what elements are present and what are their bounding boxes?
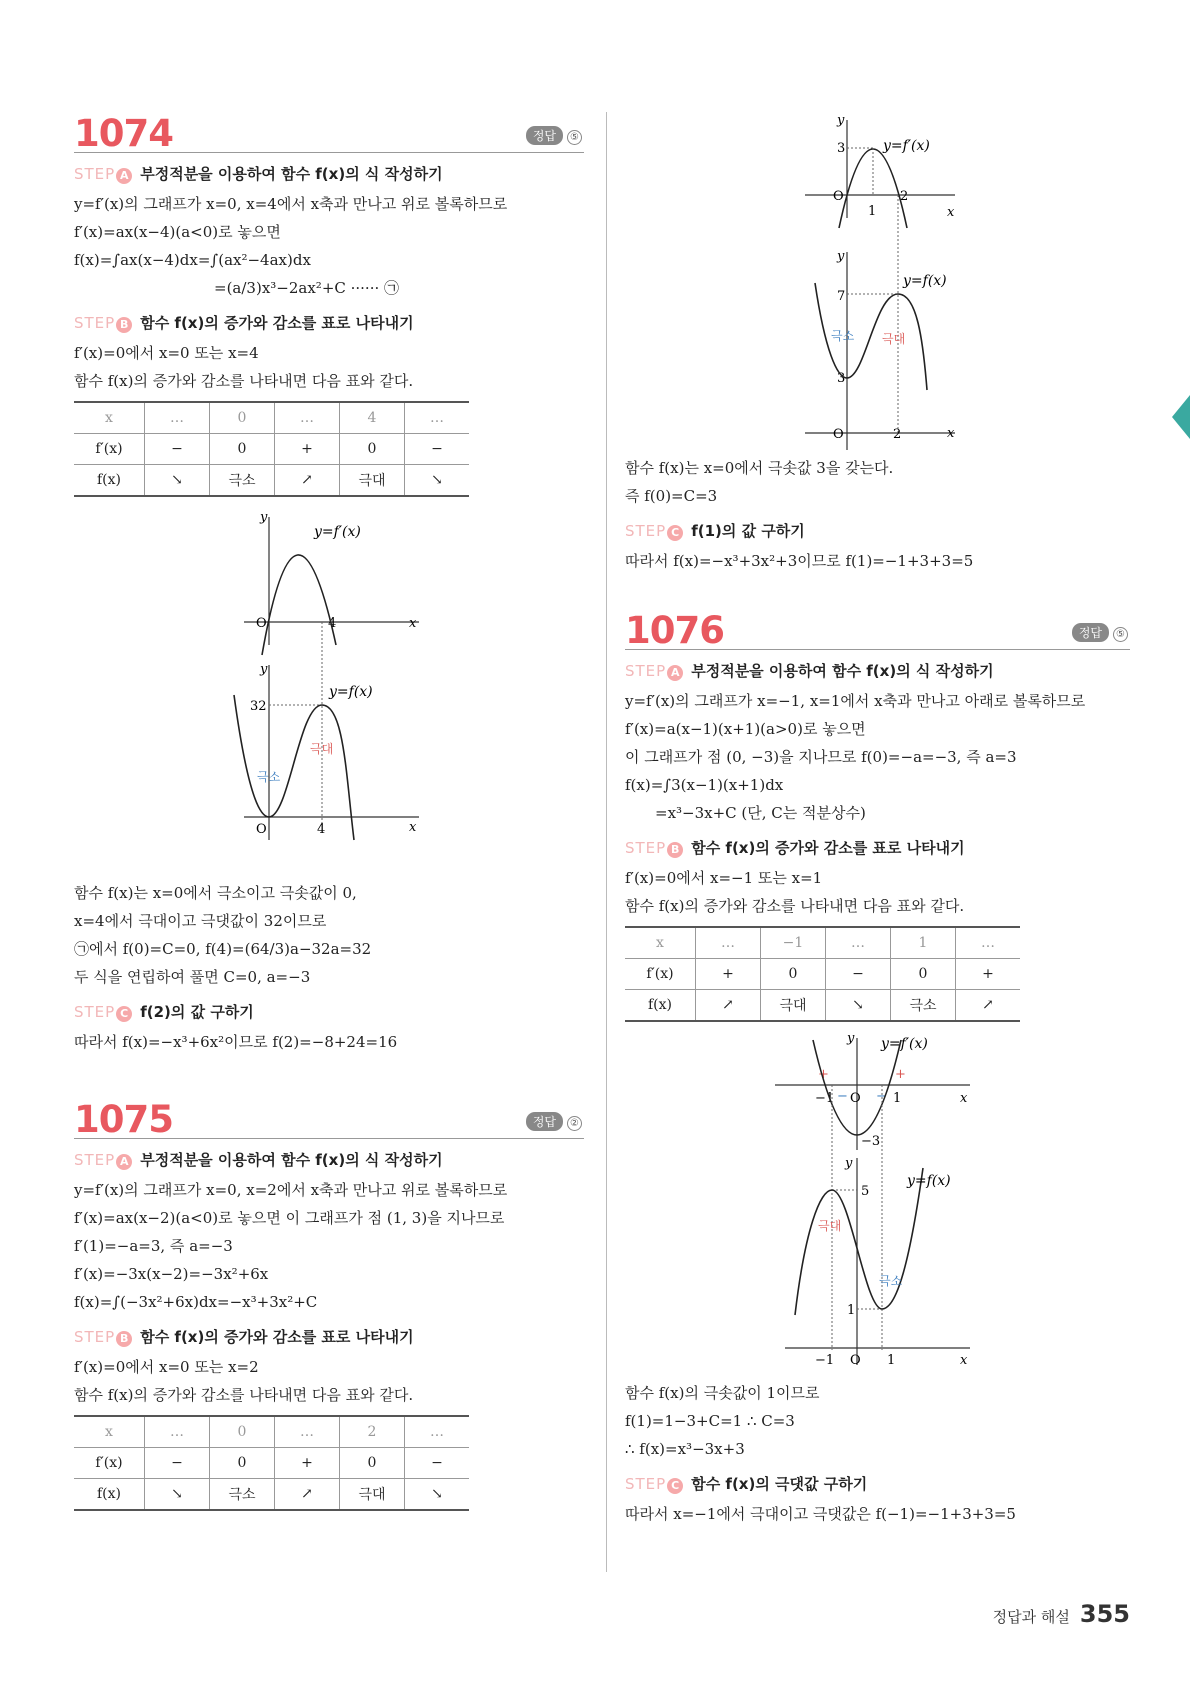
max-label: 극대 <box>818 1219 842 1233</box>
solution-line: ㉠에서 f(0)=C=0, f(4)=(64/3)a−32a=32 <box>74 940 372 958</box>
curve-label: y=f(x) <box>903 273 947 289</box>
answer-value: ② <box>567 1116 582 1131</box>
step-a-heading: STEP A 부정적분을 이용하여 함수 f(x)의 식 작성하기 <box>74 1151 443 1169</box>
x-axis-label: x <box>947 426 955 441</box>
answer-label: 정답 <box>1072 623 1109 642</box>
origin-label: O <box>256 822 267 837</box>
problem-number: 1075 <box>74 1098 173 1141</box>
left-column <box>74 100 584 1519</box>
solution-line: f′(x)=a(x−1)(x+1)(a>0)로 놓으면 <box>625 720 866 738</box>
problem-1074-header <box>74 100 584 153</box>
y-axis-label: y <box>837 113 845 128</box>
step-letter-badge: B <box>116 317 132 333</box>
answer-label: 정답 <box>526 126 563 145</box>
x-intercept-label: 4 <box>328 616 337 631</box>
min-label: 극소 <box>879 1274 903 1288</box>
table-row: f(x) ↘ 극소 ↗ 극대 ↘ <box>74 1479 469 1511</box>
x-axis-label: x <box>409 616 417 631</box>
y-mark-label: 5 <box>861 1184 870 1199</box>
increase-decrease-table <box>625 926 1020 1022</box>
step-c-heading: STEP C 함수 f(x)의 극댓값 구하기 <box>625 1475 868 1493</box>
origin-label: O <box>850 1091 861 1106</box>
x-mark-label: −1 <box>815 1091 835 1106</box>
solution-line: f′(1)=−a=3, 즉 a=−3 <box>74 1237 233 1255</box>
footer-title: 정답과 해설 <box>992 1608 1070 1626</box>
answer-badge <box>526 1112 582 1131</box>
y-axis-label: y <box>260 662 268 677</box>
y-mark-label: 3 <box>837 371 846 386</box>
step-c-heading: STEP C f(2)의 값 구하기 <box>74 1003 254 1021</box>
y-mark-label: 1 <box>847 1303 856 1318</box>
answer-value: ⑤ <box>567 130 582 145</box>
solution-line: =(a/3)x³−2ax²+C ······ ㉠ <box>214 279 400 297</box>
solution-line: f(1)=1−3+C=1 ∴ C=3 <box>625 1412 795 1430</box>
origin-label: O <box>833 189 844 204</box>
graph-1076 <box>625 1030 1125 1375</box>
solution-line: f′(x)=ax(x−2)(a<0)로 놓으면 이 그래프가 점 (1, 3)을 지나므로 <box>74 1209 505 1227</box>
curve-label: y=f′(x) <box>883 138 930 154</box>
column-divider <box>606 112 607 1572</box>
min-label: 극소 <box>831 329 855 343</box>
step-a-heading: STEP A 부정적분을 이용하여 함수 f(x)의 식 작성하기 <box>74 165 443 183</box>
x-axis-label: x <box>960 1353 968 1368</box>
curve-label: y=f′(x) <box>314 524 361 540</box>
solution-line: =x³−3x+C (단, C는 적분상수) <box>655 804 866 822</box>
curve-label: y=f(x) <box>907 1173 951 1189</box>
answer-label: 정답 <box>526 1112 563 1131</box>
solution-line: f′(x)=0에서 x=0 또는 x=2 <box>74 1358 259 1376</box>
graph-1075 <box>625 100 1125 450</box>
solution-line: f(x)=∫3(x−1)(x+1)dx <box>625 776 784 794</box>
step-letter-badge: B <box>116 1331 132 1347</box>
curve-label: y=f(x) <box>329 684 373 700</box>
table-row: f′(x) − 0 + 0 − <box>74 1448 469 1479</box>
solution-line: 따라서 x=−1에서 극대이고 극댓값은 f(−1)=−1+3+3=5 <box>625 1505 1016 1523</box>
step-a-heading: STEP A 부정적분을 이용하여 함수 f(x)의 식 작성하기 <box>625 662 994 680</box>
x-mark-label: 2 <box>900 189 909 204</box>
table-header-row: x … −1 … 1 … <box>625 927 1020 959</box>
solution-line: y=f′(x)의 그래프가 x=−1, x=1에서 x축과 만나고 아래로 볼록하므로 <box>625 692 1086 710</box>
solution-line: 따라서 f(x)=−x³+6x²이므로 f(2)=−8+24=16 <box>74 1033 398 1051</box>
solution-line: f′(x)=ax(x−4)(a<0)로 놓으면 <box>74 223 281 241</box>
x-mark-label: 4 <box>317 822 326 837</box>
x-axis-label: x <box>947 205 955 220</box>
min-label: 극소 <box>257 770 281 784</box>
table-row: f(x) ↗ 극대 ↘ 극소 ↗ <box>625 990 1020 1022</box>
right-column <box>625 100 1130 1528</box>
step-letter-badge: C <box>116 1006 132 1022</box>
page-number: 355 <box>1079 1600 1130 1628</box>
y-mark-label: −3 <box>861 1134 881 1149</box>
step-letter-badge: C <box>667 1478 683 1494</box>
page-footer <box>993 1600 1130 1628</box>
max-label: 극대 <box>310 742 334 756</box>
solution-line: ∴ f(x)=x³−3x+3 <box>625 1440 745 1458</box>
solution-line: 함수 f(x)의 극솟값이 1이므로 <box>625 1384 820 1402</box>
problem-number: 1076 <box>625 609 724 652</box>
table-row: f(x) ↘ 극소 ↗ 극대 ↘ <box>74 465 469 497</box>
step-letter-badge: A <box>116 1154 132 1170</box>
solution-line: y=f′(x)의 그래프가 x=0, x=2에서 x축과 만나고 위로 볼록하므로 <box>74 1181 508 1199</box>
curve-label: y=f′(x) <box>881 1036 928 1052</box>
answer-value: ⑤ <box>1113 627 1128 642</box>
y-mark-label: 7 <box>837 289 846 304</box>
table-header-row: x … 0 … 2 … <box>74 1416 469 1448</box>
max-label: 극대 <box>882 332 906 346</box>
origin-label: O <box>256 616 267 631</box>
solution-line: x=4에서 극대이고 극댓값이 32이므로 <box>74 912 327 930</box>
solution-line: 함수 f(x)의 증가와 감소를 나타내면 다음 표와 같다. <box>74 1386 414 1404</box>
function-curve <box>234 695 354 840</box>
solution-line: 두 식을 연립하여 풀면 C=0, a=−3 <box>74 968 311 986</box>
derivative-curve <box>262 555 336 655</box>
y-mark-label: 32 <box>250 699 267 714</box>
solution-line: 함수 f(x)의 증가와 감소를 나타내면 다음 표와 같다. <box>625 897 965 915</box>
x-axis-label: x <box>960 1091 968 1106</box>
step-b-heading: STEP B 함수 f(x)의 증가와 감소를 표로 나타내기 <box>625 839 965 857</box>
chapter-tab <box>1172 395 1190 439</box>
increase-decrease-table <box>74 401 469 497</box>
solution-line: y=f′(x)의 그래프가 x=0, x=4에서 x축과 만나고 위로 볼록하므로 <box>74 195 508 213</box>
increase-decrease-table <box>74 1415 469 1511</box>
x-mark-label: 1 <box>893 1091 902 1106</box>
solution-line: 이 그래프가 점 (0, −3)을 지나므로 f(0)=−a=−3, 즉 a=3 <box>625 748 1017 766</box>
solution-line: 따라서 f(x)=−x³+3x²+3이므로 f(1)=−1+3+3=5 <box>625 552 974 570</box>
table-row: f′(x) − 0 + 0 − <box>74 434 469 465</box>
step-b-heading: STEP B 함수 f(x)의 증가와 감소를 표로 나타내기 <box>74 314 414 332</box>
step-letter-badge: B <box>667 842 683 858</box>
solution-line: 함수 f(x)는 x=0에서 극소이고 극솟값이 0, <box>74 884 357 902</box>
graph-1074 <box>74 505 574 875</box>
x-mark-label: 2 <box>893 427 902 442</box>
step-b-heading: STEP B 함수 f(x)의 증가와 감소를 표로 나타내기 <box>74 1328 414 1346</box>
solution-line: f′(x)=−3x(x−2)=−3x²+6x <box>74 1265 269 1283</box>
solution-line: 함수 f(x)는 x=0에서 극솟값 3을 갖는다. <box>625 459 894 477</box>
answer-badge <box>1072 623 1128 642</box>
function-curve <box>795 1168 923 1315</box>
solution-line: 함수 f(x)의 증가와 감소를 나타내면 다음 표와 같다. <box>74 372 414 390</box>
sign-label: − <box>837 1089 848 1104</box>
y-axis-label: y <box>837 249 845 264</box>
solution-line: f′(x)=0에서 x=0 또는 x=4 <box>74 344 259 362</box>
step-letter-badge: C <box>667 525 683 541</box>
solution-line: f(x)=∫(−3x²+6x)dx=−x³+3x²+C <box>74 1293 318 1311</box>
y-mark-label: 3 <box>837 141 846 156</box>
step-letter-badge: A <box>116 168 132 184</box>
x-mark-label: 1 <box>887 1353 896 1368</box>
answer-badge <box>526 126 582 145</box>
step-letter-badge: A <box>667 665 683 681</box>
origin-label: O <box>833 427 844 442</box>
y-axis-label: y <box>260 510 268 525</box>
x-axis-label: x <box>409 820 417 835</box>
x-mark-label: 1 <box>868 204 877 219</box>
y-axis-label: y <box>847 1031 855 1046</box>
problem-1076-header <box>625 597 1130 650</box>
y-axis-label: y <box>845 1156 853 1171</box>
origin-label: O <box>850 1353 861 1368</box>
solution-line: f(x)=∫ax(x−4)dx=∫(ax²−4ax)dx <box>74 251 311 269</box>
solution-line: 즉 f(0)=C=3 <box>625 487 718 505</box>
solution-line: f′(x)=0에서 x=−1 또는 x=1 <box>625 869 823 887</box>
sign-label: + <box>818 1067 829 1082</box>
sign-label: + <box>895 1067 906 1082</box>
step-c-heading: STEP C f(1)의 값 구하기 <box>625 522 805 540</box>
table-row: f′(x) + 0 − 0 + <box>625 959 1020 990</box>
table-header-row: x … 0 … 4 … <box>74 402 469 434</box>
sign-label: − <box>876 1089 887 1104</box>
x-mark-label: −1 <box>815 1353 835 1368</box>
problem-number: 1074 <box>74 112 173 155</box>
problem-1075-header <box>74 1086 584 1139</box>
